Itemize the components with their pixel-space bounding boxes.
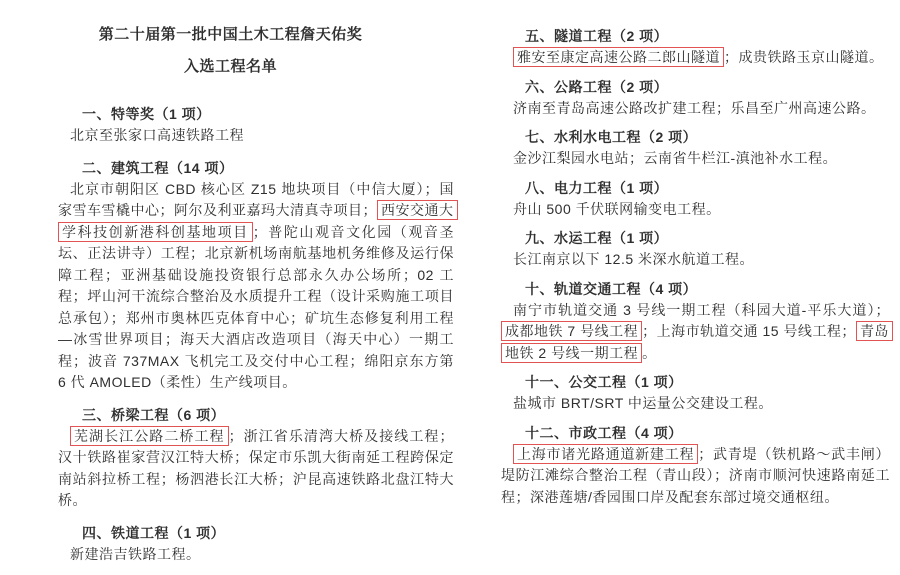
section-body	[501, 300, 890, 365]
right-column	[501, 0, 890, 515]
award-section	[58, 404, 454, 512]
section-body	[501, 148, 890, 170]
highlighted-project: 芜湖长江公路二桥工程	[70, 426, 229, 446]
section-body	[501, 98, 890, 120]
highlighted-project: 成都地铁 7 号线工程	[501, 321, 642, 341]
section-heading: 四、铁道工程（1 项）	[82, 524, 226, 541]
project-text: 新建浩吉铁路工程。	[70, 545, 201, 562]
award-section	[501, 227, 890, 271]
highlighted-project: 西安交通大学科技创新港科创基地项目	[58, 200, 458, 242]
section-heading: 三、桥梁工程（6 项）	[82, 406, 226, 423]
project-text: 舟山 500 千伏联网输变电工程。	[513, 200, 721, 217]
section-heading: 六、公路工程（2 项）	[525, 78, 669, 95]
project-text: ；普陀山观音文化园（观音圣坛、正法讲寺）工程；北京新机场南航基地机务维修及运行保障工程；亚洲基础设施投资银行总部永久办公场所；02 工程；坪山河干流综合整治及水质提升工程（设计采购施工项目总承包）；郑州市奥林匹克体育中心；矿坑生态修复利用工程—冰雪世界项目；海天大酒店改造项目（海天中心）一期工程；波音 737MAX 飞机完工及交付中心工程；绵阳京东方第 6 代 AMOLED（柔性）生产线项目。	[58, 223, 454, 390]
section-heading: 二、建筑工程（14 项）	[82, 159, 234, 176]
section-heading: 十、轨道交通工程（4 项）	[525, 280, 698, 297]
project-text: 盐城市 BRT/SRT 中运量公交建设工程。	[513, 395, 773, 411]
award-section	[58, 103, 454, 147]
project-text: 南宁市轨道交通 3 号线一期工程（科园大道-平乐大道）；	[513, 301, 890, 318]
project-text: 。	[642, 344, 657, 361]
section-heading: 八、电力工程（1 项）	[525, 179, 669, 196]
award-section	[501, 76, 890, 120]
highlighted-project: 雅安至康定高速公路二郎山隧道	[513, 47, 724, 67]
award-section	[501, 422, 890, 509]
award-section	[501, 177, 890, 221]
award-section	[501, 25, 890, 69]
project-text: 长江南京以下 12.5 米深水航道工程。	[513, 251, 755, 267]
project-text: ；浙江省乐清湾大桥及接线工程；汉十铁路崔家营汉江特大桥；保定市乐凯大街南延工程跨保定南站斜拉桥工程；杨泗港长江大桥；沪昆高速铁路北盘江特大桥。	[58, 427, 454, 508]
section-heading: 五、隧道工程（2 项）	[525, 28, 669, 44]
award-section	[501, 278, 890, 365]
left-column	[58, 0, 454, 575]
project-text: ；上海市轨道交通 15 号线工程；	[642, 323, 856, 339]
highlighted-project: 青岛地铁 2 号线一期工程	[501, 321, 893, 363]
section-heading: 九、水运工程（1 项）	[525, 230, 669, 246]
section-heading: 十二、市政工程（4 项）	[525, 424, 683, 441]
section-body	[501, 47, 890, 69]
project-text: 济南至青岛高速公路改扩建工程；乐昌至广州高速公路。	[513, 99, 876, 116]
award-section	[501, 371, 890, 415]
section-body	[58, 544, 454, 566]
project-text: 北京市朝阳区 CBD 核心区 Z15 地块项目（中信大厦）；国家雪车雪橇中心；阿尔及利亚嘉玛大清真寺项目；	[58, 180, 454, 218]
section-heading: 七、水利水电工程（2 项）	[525, 129, 698, 145]
section-body	[58, 125, 454, 147]
project-text: ；武青堤（铁机路～武丰闸）堤防江滩综合整治工程（青山段）；济南市顺河快速路南延工程；深港莲塘/香园围口岸及配套东部过境交通枢纽。	[501, 445, 890, 505]
document-title-line2: 入选工程名单	[183, 58, 277, 75]
project-text: ；成贵铁路玉京山隧道。	[724, 49, 884, 65]
section-body	[501, 393, 890, 415]
section-body	[501, 249, 890, 271]
project-text: 金沙江梨园水电站；云南省牛栏江-滇池补水工程。	[513, 150, 838, 166]
section-body	[501, 444, 890, 509]
award-section	[58, 522, 454, 566]
section-heading: 一、特等奖（1 项）	[82, 106, 211, 122]
section-body	[58, 179, 454, 394]
highlighted-project: 上海市诸光路通道新建工程	[513, 444, 698, 464]
award-section	[58, 157, 454, 394]
section-heading: 十一、公交工程（1 项）	[525, 374, 683, 390]
section-body	[501, 199, 890, 221]
award-section	[501, 126, 890, 170]
section-body	[58, 426, 454, 512]
document-title-line1: 第二十届第一批中国土木工程詹天佑奖	[98, 26, 363, 43]
project-text: 北京至张家口高速铁路工程	[70, 127, 244, 143]
